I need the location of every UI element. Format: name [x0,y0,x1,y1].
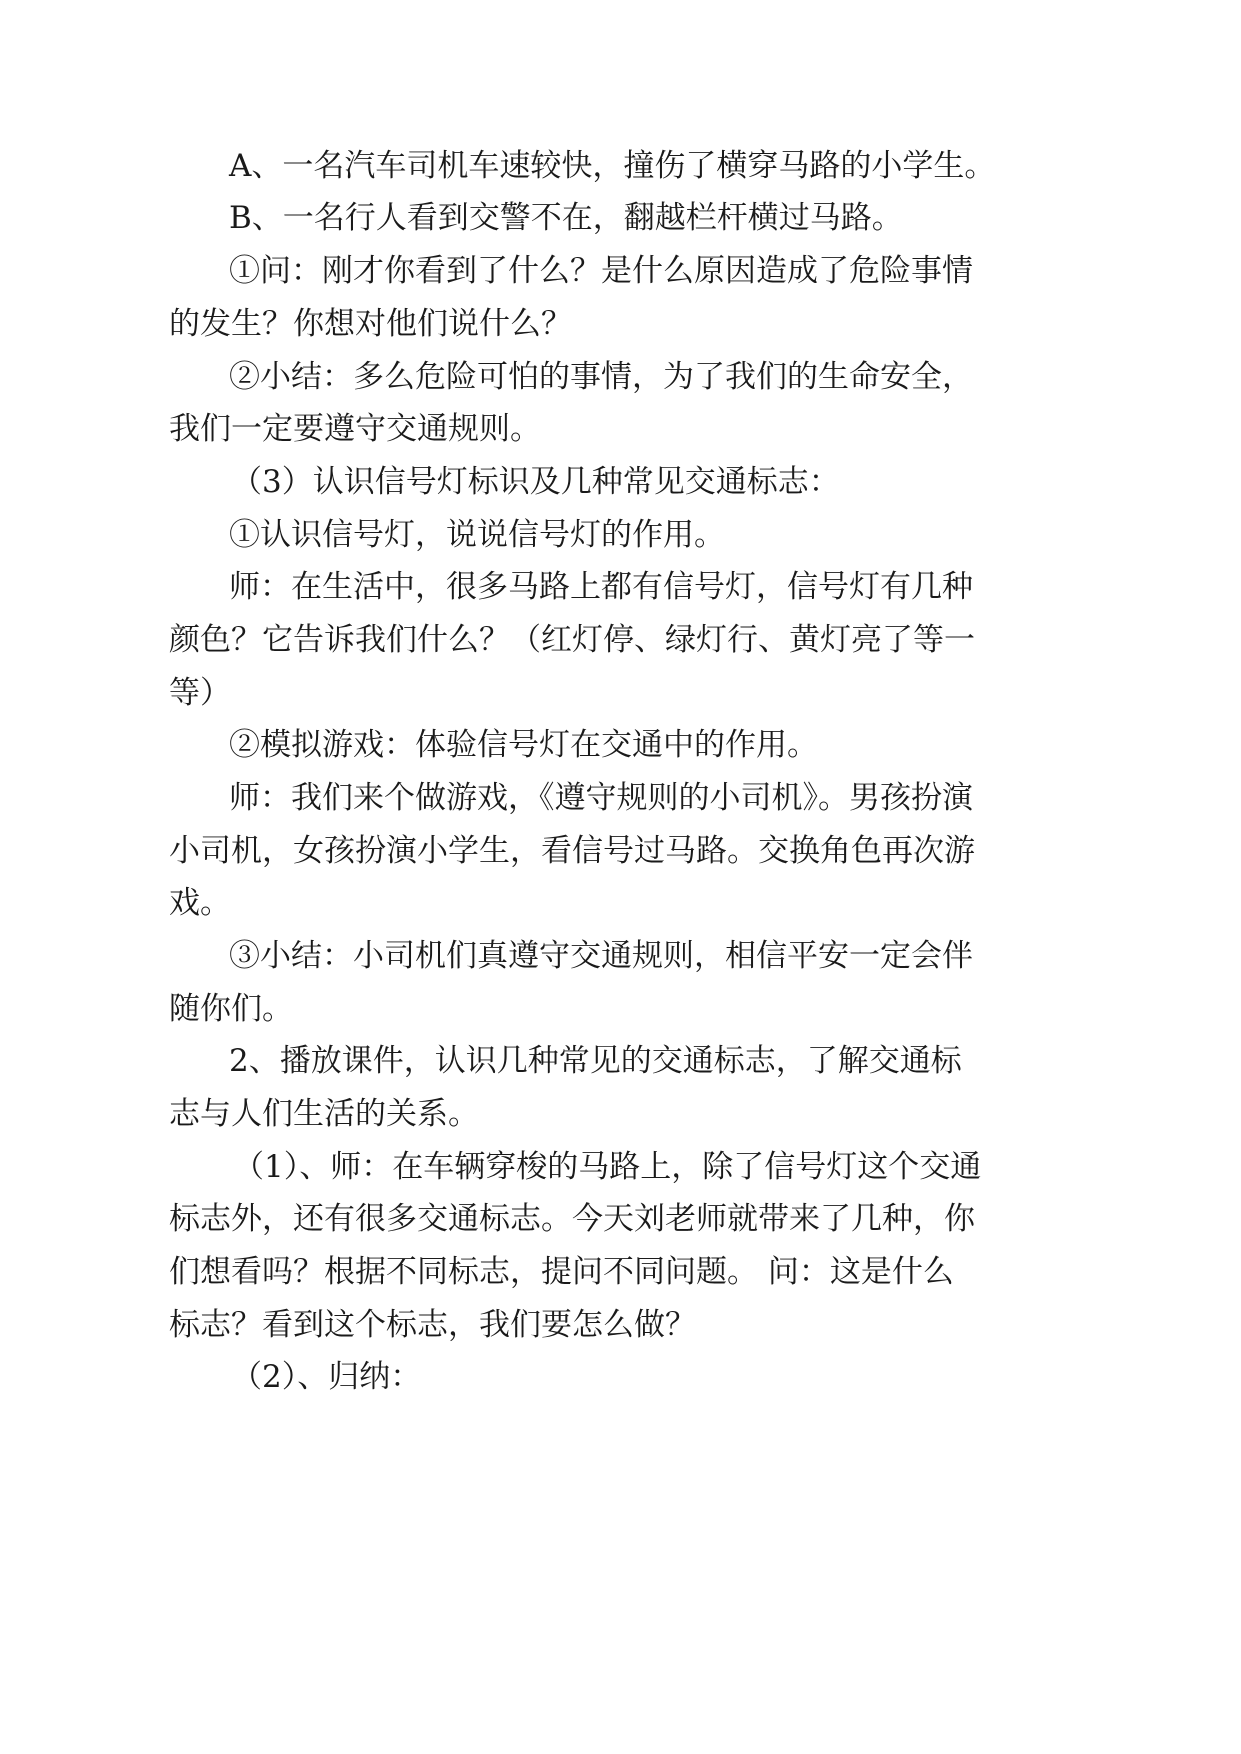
text-line: 随你们。 [169,991,293,1027]
text-line: ③小结：小司机们真遵守交通规则，相信平安一定会伴 [229,938,973,974]
text-line: （1）、师：在车辆穿梭的马路上，除了信号灯这个交通 [233,1149,982,1185]
text-line: 们想看吗？根据不同标志，提问不同问题。 问：这是什么 [169,1254,954,1290]
text-line: A、一名汽车司机车速较快，撞伤了横穿马路的小学生。 [229,148,996,184]
text-line: 戏。 [169,885,231,921]
text-line: （2）、归纳： [231,1359,422,1395]
text-line: ②模拟游戏：体验信号灯在交通中的作用。 [229,727,818,763]
text-line: 的发生？你想对他们说什么？ [169,306,572,342]
text-line: B、一名行人看到交警不在，翻越栏杆横过马路。 [229,200,903,236]
text-line: ①认识信号灯，说说信号灯的作用。 [229,517,725,553]
text-line: 师：在生活中，很多马路上都有信号灯，信号灯有几种 [229,569,973,605]
text-line: 标志？看到这个标志，我们要怎么做？ [169,1307,696,1343]
text-line: 我们一定要遵守交通规则。 [169,411,541,447]
text-line: ②小结：多么危险可怕的事情，为了我们的生命安全， [229,359,973,395]
text-line: 等） [169,675,231,711]
text-line: 师：我们来个做游戏，《遵守规则的小司机》。男孩扮演 [229,780,973,816]
text-line: ①问：刚才你看到了什么？是什么原因造成了危险事情 [229,253,973,289]
text-line: 小司机，女孩扮演小学生，看信号过马路。交换角色再次游 [169,833,975,869]
text-line: 标志外，还有很多交通标志。今天刘老师就带来了几种，你 [169,1201,975,1237]
text-line: 2、播放课件，认识几种常见的交通标志，了解交通标 [229,1043,962,1079]
text-line: 颜色？它告诉我们什么？（红灯停、绿灯行、黄灯亮了等一 [169,622,975,658]
text-line: 志与人们生活的关系。 [169,1096,479,1132]
text-line: （3）认识信号灯标识及几种常见交通标志： [231,464,840,500]
